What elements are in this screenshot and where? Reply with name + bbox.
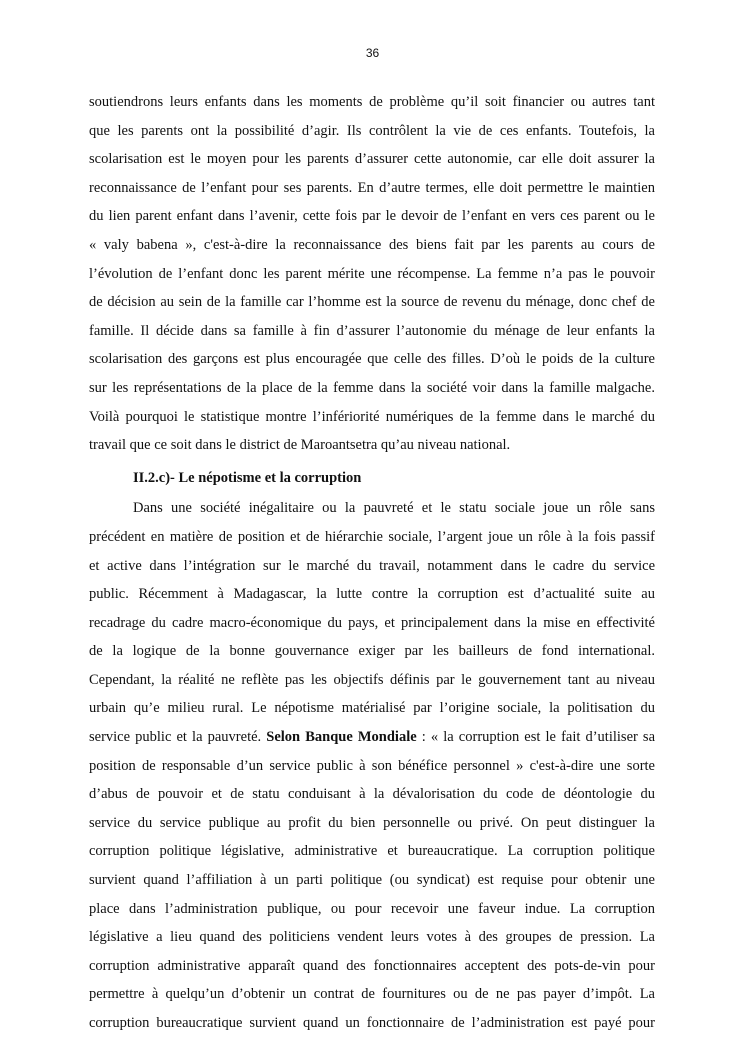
text-line: scolarisation des garçons est plus encouragée que celle des filles. D’où le poids de la culture (89, 351, 655, 368)
text-line: scolarisation est le moyen pour les parents d’assurer cette autonomie, car elle doit assurer la (89, 151, 655, 168)
text-line: « valy babena », c'est-à-dire la reconnaissance des biens fait par les parents au cours de (89, 236, 655, 253)
text-line: l’évolution de l’enfant donc les parent mérite une récompense. La femme n’a pas le pouvoir (89, 265, 655, 282)
text-line: du lien parent enfant dans l’avenir, cette fois par le devoir de l’enfant en vers ces parent ou le (89, 208, 655, 225)
text-line-with-bold (89, 723, 655, 752)
text-line: service du service publique au profit du bien personnelle ou privé. On peut distinguer la (89, 814, 655, 831)
text-line: famille. Il décide dans sa famille à fin d’assurer l’autonomie du ménage de leur enfants la (89, 322, 655, 339)
text-line: survient quand l’affiliation à un parti politique (ou syndicat) est requise pour obtenir une (89, 872, 655, 889)
text-line: public. Récemment à Madagascar, la lutte contre la corruption est d’actualité suite au (89, 586, 655, 603)
text-line: place dans l’administration publique, ou pour recevoir une faveur indue. La corruption (89, 900, 655, 917)
text-segment: service public et la pauvreté. (89, 729, 267, 746)
text-line: sur les représentations de la place de la femme dans la société voir dans la famille malgache. (89, 379, 655, 396)
text-line: que les parents ont la possibilité d’agir. Ils contrôlent la vie de ces enfants. Toutefois, la (89, 122, 655, 139)
text-line: de la logique de la bonne gouvernance exiger par les bailleurs de fond international. (89, 643, 655, 660)
text-line: recadrage du cadre macro-économique du pays, et principalement dans la mise en effectivité (89, 614, 655, 631)
text-line: travail que ce soit dans le district de Maroantsetra qu’au niveau national. (89, 437, 511, 454)
text-line: et active dans l’intégration sur le marché du travail, notamment dans le cadre du service (89, 557, 655, 574)
paragraph-nepotism-corruption (89, 494, 655, 1037)
text-line: de décision au sein de la famille car l’homme est la source de revenu du ménage, donc chef de (89, 294, 655, 311)
page-number: 36 (365, 46, 380, 60)
text-line: Voilà pourquoi le statistique montre l’infériorité numériques de la femme dans le marché du (89, 408, 655, 425)
bold-source-label: Selon Banque Mondiale (266, 729, 417, 746)
text-line: Dans une société inégalitaire ou la pauvreté et le statu sociale joue un rôle sans (133, 500, 655, 517)
text-segment: : « la corruption est le fait d’utiliser sa (416, 729, 656, 746)
text-line: corruption administrative apparaît quand des fonctionnaires acceptent des pots-de-vin pour (89, 957, 655, 974)
document-body (89, 88, 655, 1038)
section-heading: II.2.c)- Le népotisme et la corruption (133, 469, 362, 486)
text-line: urbain qu’e milieu rural. Le népotisme matérialisé par l’origine sociale, la politisation du (89, 700, 655, 717)
text-line: législative a lieu quand des politiciens vendent leurs votes à des groupes de pression. La (89, 929, 655, 946)
text-line: soutiendrons leurs enfants dans les moments de problème qu’il soit financier ou autres tant (89, 94, 655, 110)
text-line: Cependant, la réalité ne reflète pas les objectifs définis par le gouvernement tant au niveau (89, 671, 655, 688)
text-line: reconnaissance de l’enfant pour ses parents. En d’autre termes, elle doit permettre le maintien (89, 179, 655, 196)
text-line: position de responsable d’un service public à son bénéfice personnel » c'est-à-dire une sorte (89, 757, 655, 774)
text-line: corruption politique législative, administrative et bureaucratique. La corruption politique (89, 843, 655, 860)
text-line: permettre à quelqu’un d’obtenir un contrat de fournitures ou de ne pas payer d’impôt. La (89, 986, 655, 1003)
text-line: d’abus de pouvoir et de statu conduisant à la dévalorisation du code de déontologie du (89, 786, 655, 803)
paragraph-family-culture (89, 88, 655, 460)
text-line: corruption bureaucratique survient quand un fonctionnaire de l’administration est payé pour (89, 1015, 655, 1031)
text-line: précédent en matière de position et de hiérarchie sociale, l’argent joue un rôle à la fois passif (89, 528, 655, 545)
